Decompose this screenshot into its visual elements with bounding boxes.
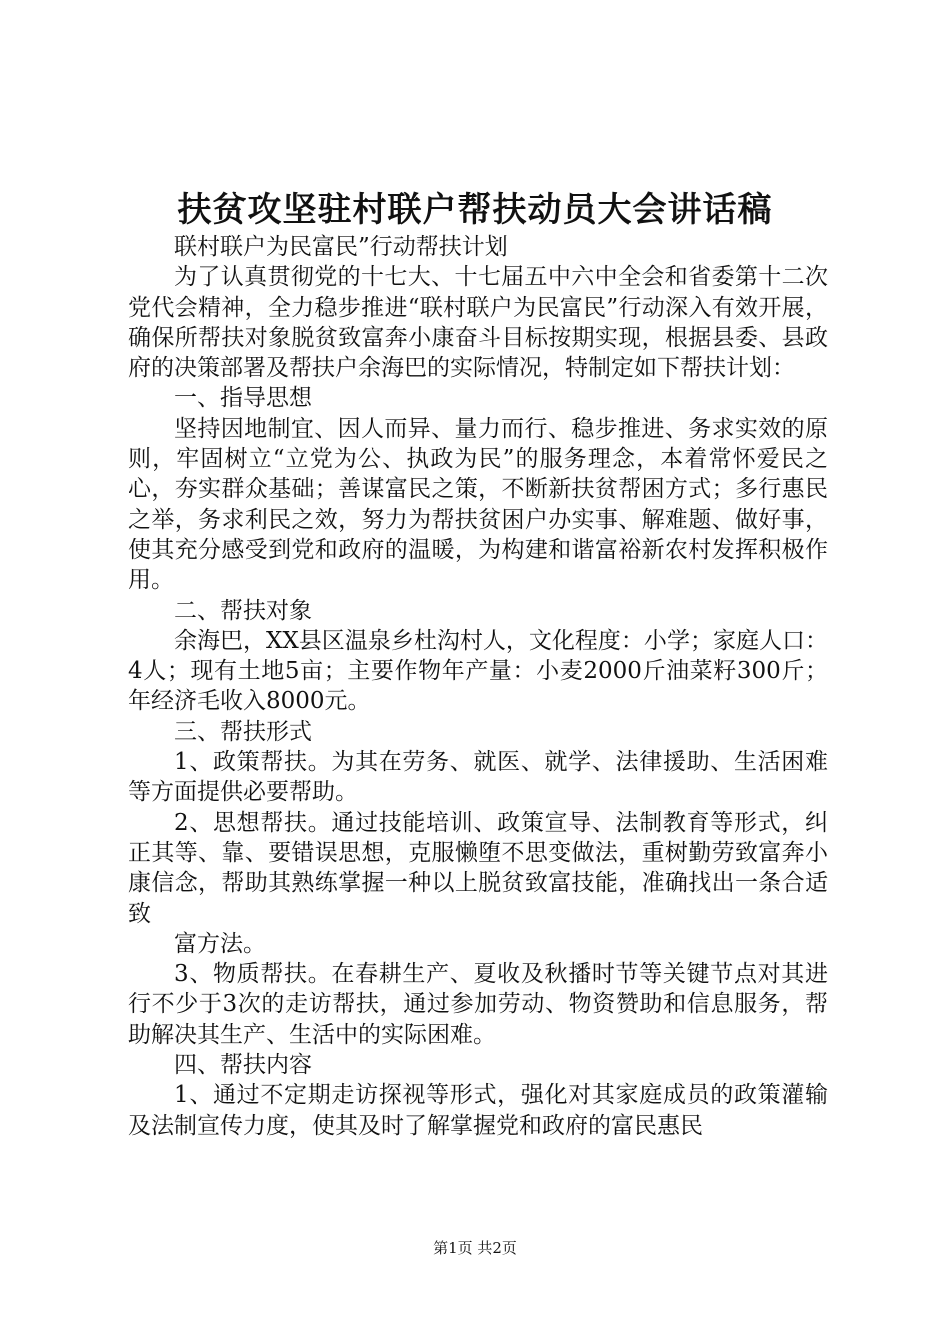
document-title: 扶贫攻坚驻村联户帮扶动员大会讲话稿 [177, 190, 773, 230]
document-body [128, 232, 828, 1141]
paragraph-form-3: 3、物质帮扶。在春耕生产、夏收及秋播时节等关键节点对其进行不少于3次的走访帮扶，通过参加劳动、物资赞助和信息服务，帮助解决其生产、生活中的实际困难。 [128, 961, 828, 1048]
paragraph-intro: 为了认真贯彻党的十七大、十七届五中六中全会和省委第十二次党代会精神，全力稳步推进“联村联户为民富民”行动深入有效开展，确保所帮扶对象脱贫致富奔小康奋斗目标按期实现，根据县委、县政府的决策部署及帮扶户余海巴的实际情况，特制定如下帮扶计划： [128, 264, 828, 382]
paragraph-guiding-thought: 坚持因地制宜、因人而异、量力而行、稳步推进、务求实效的原则，牢固树立“立党为公、执政为民”的服务理念，本着常怀爱民之心，夯实群众基础；善谋富民之策，不断新扶贫帮困方式；多行惠民之举，务求利民之效，努力为帮扶贫困户办实事、解难题、做好事，使其充分感受到党和政府的温暖，为构建和谐富裕新农村发挥积极作用。 [128, 415, 828, 594]
paragraph-form-2-cont: 富方法。 [174, 930, 266, 957]
paragraph-form-2: 2、思想帮扶。通过技能培训、政策宣导、法制教育等形式，纠正其等、靠、要错误思想，克服懒堕不思变做法，重树勤劳致富奔小康信念，帮助其熟练掌握一种以上脱贫致富技能，准确找出一条合适致 [128, 809, 828, 927]
section-heading-2: 二、帮扶对象 [174, 597, 312, 624]
paragraph-target: 余海巴，XX县区温泉乡杜沟村人，文化程度：小学；家庭人口：4人；现有土地5亩；主要作物年产量：小麦2000斤油菜籽300斤；年经济毛收入8000元。 [128, 627, 828, 715]
paragraph-subtitle: 联村联户为民富民”行动帮扶计划 [174, 234, 508, 260]
section-heading-4: 四、帮扶内容 [174, 1052, 312, 1079]
page-footer: 第1页 共2页 [433, 1239, 517, 1257]
section-heading-1: 一、指导思想 [174, 385, 312, 412]
paragraph-form-1: 1、政策帮扶。为其在劳务、就医、就学、法律援助、生活困难等方面提供必要帮助。 [128, 749, 828, 806]
paragraph-content-1: 1、通过不定期走访探视等形式，强化对其家庭成员的政策灌输及法制宣传力度，使其及时了解掌握党和政府的富民惠民 [128, 1082, 828, 1139]
section-heading-3: 三、帮扶形式 [174, 718, 312, 745]
